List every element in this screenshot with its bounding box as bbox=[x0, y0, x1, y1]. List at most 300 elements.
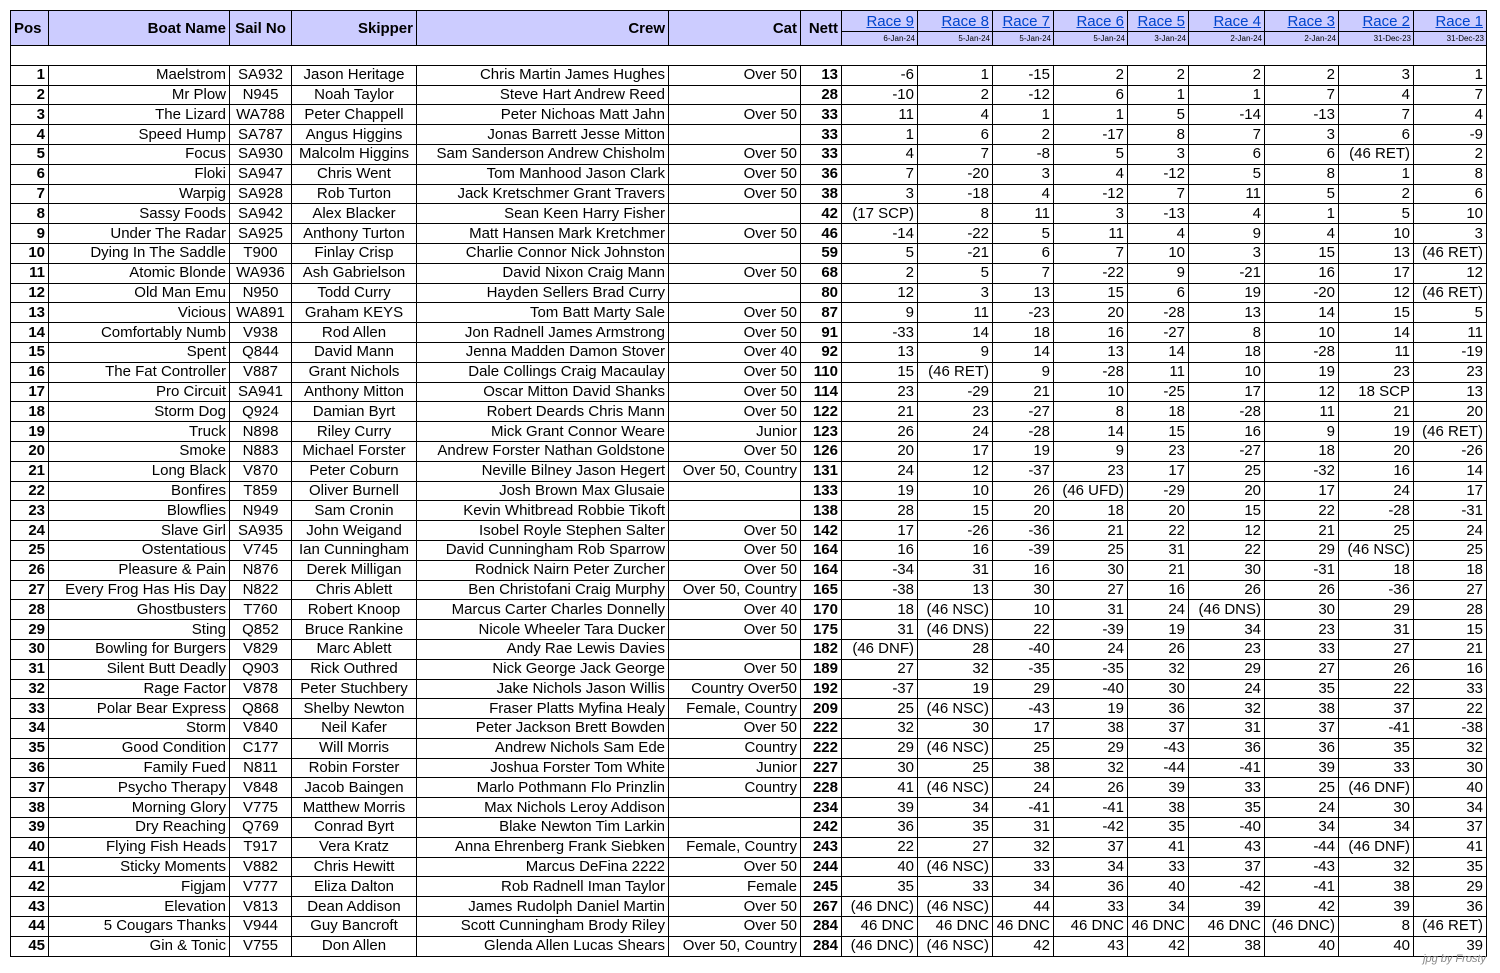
race-score-cell: 27 bbox=[1054, 580, 1128, 600]
pos-cell: 42 bbox=[11, 877, 49, 897]
race-score-cell: 20 bbox=[1414, 402, 1487, 422]
race-score-cell: 28 bbox=[1414, 600, 1487, 620]
nett-score-cell: 209 bbox=[801, 699, 842, 719]
crew-cell: Nick George Jack George bbox=[417, 659, 669, 679]
race-score-cell: 29 bbox=[1054, 738, 1128, 758]
table-row bbox=[11, 560, 1487, 580]
race-score-cell: 37 bbox=[1128, 719, 1189, 739]
race-score-cell: 14 bbox=[1339, 323, 1414, 343]
boat-name-cell: Polar Bear Express bbox=[49, 699, 230, 719]
pos-cell: 19 bbox=[11, 422, 49, 442]
boat-name-cell: Storm Dog bbox=[49, 402, 230, 422]
crew-cell: Chris Martin James Hughes bbox=[417, 65, 669, 85]
race-score-cell: (46 DNS) bbox=[1189, 600, 1265, 620]
boat-name-cell: Truck bbox=[49, 422, 230, 442]
table-row bbox=[11, 778, 1487, 798]
race-score-cell: 31 bbox=[918, 560, 993, 580]
nett-score-cell: 142 bbox=[801, 521, 842, 541]
pos-cell: 7 bbox=[11, 184, 49, 204]
pos-cell: 2 bbox=[11, 85, 49, 105]
category-cell: Over 50 bbox=[669, 560, 801, 580]
race-score-cell: 19 bbox=[1128, 620, 1189, 640]
race-score-cell: 8 bbox=[918, 204, 993, 224]
race-score-cell: 15 bbox=[1054, 283, 1128, 303]
race-score-cell: 40 bbox=[842, 857, 918, 877]
race-score-cell: 15 bbox=[1414, 620, 1487, 640]
race-score-cell: 4 bbox=[993, 184, 1054, 204]
crew-cell: Sam Sanderson Andrew Chisholm bbox=[417, 144, 669, 164]
race-score-cell: 24 bbox=[1265, 798, 1339, 818]
race-score-cell: 16 bbox=[1128, 580, 1189, 600]
category-cell: Over 50 bbox=[669, 540, 801, 560]
race-score-cell: 4 bbox=[1414, 105, 1487, 125]
race-score-cell: 10 bbox=[1339, 224, 1414, 244]
pos-cell: 24 bbox=[11, 521, 49, 541]
race-score-cell: 35 bbox=[1265, 679, 1339, 699]
race-score-cell: -21 bbox=[918, 243, 993, 263]
race-score-cell: 20 bbox=[842, 441, 918, 461]
race-score-cell: -44 bbox=[1128, 758, 1189, 778]
category-cell bbox=[669, 818, 801, 838]
nett-score-cell: 165 bbox=[801, 580, 842, 600]
race-score-cell: 6 bbox=[1189, 144, 1265, 164]
race-header-link[interactable]: Race 6 bbox=[1054, 11, 1128, 32]
race-score-cell: -41 bbox=[1189, 758, 1265, 778]
race-score-cell: -12 bbox=[1054, 184, 1128, 204]
race-header-link[interactable]: Race 7 bbox=[993, 11, 1054, 32]
sail-no-cell: T917 bbox=[230, 837, 292, 857]
race-score-cell: 31 bbox=[993, 818, 1054, 838]
boat-name-cell: Speed Hump bbox=[49, 125, 230, 145]
race-score-cell: 18 bbox=[1339, 560, 1414, 580]
sail-no-cell: V777 bbox=[230, 877, 292, 897]
sail-no-cell: T900 bbox=[230, 243, 292, 263]
category-cell: Over 50, Country bbox=[669, 580, 801, 600]
race-score-cell: 14 bbox=[1265, 303, 1339, 323]
sail-no-cell: N950 bbox=[230, 283, 292, 303]
race-score-cell: 2 bbox=[1265, 65, 1339, 85]
race-score-cell: 13 bbox=[1414, 382, 1487, 402]
race-score-cell: 29 bbox=[1189, 659, 1265, 679]
category-cell: Female, Country bbox=[669, 699, 801, 719]
race-score-cell: 19 bbox=[1265, 362, 1339, 382]
race-score-cell: -31 bbox=[1414, 501, 1487, 521]
sail-no-cell: V887 bbox=[230, 362, 292, 382]
race-score-cell: 19 bbox=[918, 679, 993, 699]
race-score-cell: (46 RET) bbox=[1414, 917, 1487, 937]
race-score-cell: (46 NSC) bbox=[918, 936, 993, 956]
nett-score-cell: 110 bbox=[801, 362, 842, 382]
race-date: 6-Jan-24 bbox=[842, 32, 918, 46]
race-score-cell: 17 bbox=[1414, 481, 1487, 501]
boat-name-cell: Ghostbusters bbox=[49, 600, 230, 620]
skipper-cell: Guy Bancroft bbox=[292, 917, 417, 937]
sail-no-cell: SA941 bbox=[230, 382, 292, 402]
category-cell: Over 50 bbox=[669, 362, 801, 382]
skipper-cell: Riley Curry bbox=[292, 422, 417, 442]
skipper-cell: Michael Forster bbox=[292, 441, 417, 461]
race-score-cell: 16 bbox=[918, 540, 993, 560]
race-score-cell: -42 bbox=[1189, 877, 1265, 897]
race-score-cell: (46 DNS) bbox=[918, 620, 993, 640]
crew-cell: Blake Newton Tim Larkin bbox=[417, 818, 669, 838]
sail-no-cell: V882 bbox=[230, 857, 292, 877]
boat-name-cell: Pro Circuit bbox=[49, 382, 230, 402]
nett-score-cell: 133 bbox=[801, 481, 842, 501]
race-header-link[interactable]: Race 3 bbox=[1265, 11, 1339, 32]
race-score-cell: 3 bbox=[993, 164, 1054, 184]
table-row bbox=[11, 837, 1487, 857]
crew-cell: James Rudolph Daniel Martin bbox=[417, 897, 669, 917]
crew-cell: Dale Collings Craig Macaulay bbox=[417, 362, 669, 382]
nett-score-cell: 92 bbox=[801, 342, 842, 362]
race-score-cell: 15 bbox=[842, 362, 918, 382]
boat-name-cell: 5 Cougars Thanks bbox=[49, 917, 230, 937]
race-score-cell: -20 bbox=[1265, 283, 1339, 303]
race-score-cell: 2 bbox=[1189, 65, 1265, 85]
skipper-cell: Rod Allen bbox=[292, 323, 417, 343]
race-score-cell: 39 bbox=[1339, 897, 1414, 917]
race-score-cell: -42 bbox=[1054, 818, 1128, 838]
race-score-cell: (46 UFD) bbox=[1054, 481, 1128, 501]
boat-name-cell: Rage Factor bbox=[49, 679, 230, 699]
race-score-cell: 7 bbox=[1265, 85, 1339, 105]
table-row bbox=[11, 540, 1487, 560]
table-row bbox=[11, 580, 1487, 600]
race-score-cell: -31 bbox=[1265, 560, 1339, 580]
race-score-cell: -8 bbox=[993, 144, 1054, 164]
sail-no-cell: V938 bbox=[230, 323, 292, 343]
nett-score-cell: 122 bbox=[801, 402, 842, 422]
race-score-cell: 5 bbox=[1054, 144, 1128, 164]
pos-cell: 43 bbox=[11, 897, 49, 917]
race-score-cell: 34 bbox=[1054, 857, 1128, 877]
race-header-link[interactable]: Race 5 bbox=[1128, 11, 1189, 32]
race-score-cell: 29 bbox=[1339, 600, 1414, 620]
crew-cell: Peter Nichoas Matt Jahn bbox=[417, 105, 669, 125]
race-score-cell: 33 bbox=[1265, 639, 1339, 659]
race-score-cell: 12 bbox=[842, 283, 918, 303]
race-score-cell: 20 bbox=[993, 501, 1054, 521]
race-score-cell: 39 bbox=[1128, 778, 1189, 798]
crew-cell: Tom Batt Marty Sale bbox=[417, 303, 669, 323]
boat-name-cell: Silent Butt Deadly bbox=[49, 659, 230, 679]
crew-cell: Jack Kretschmer Grant Travers bbox=[417, 184, 669, 204]
race-score-cell: -35 bbox=[1054, 659, 1128, 679]
boat-name-cell: Sticky Moments bbox=[49, 857, 230, 877]
race-score-cell: 26 bbox=[1128, 639, 1189, 659]
race-score-cell: -41 bbox=[993, 798, 1054, 818]
skipper-cell: Don Allen bbox=[292, 936, 417, 956]
race-score-cell: 3 bbox=[842, 184, 918, 204]
race-score-cell: 12 bbox=[1265, 382, 1339, 402]
table-body bbox=[11, 46, 1487, 957]
skipper-cell: Sam Cronin bbox=[292, 501, 417, 521]
boat-name-cell: Flying Fish Heads bbox=[49, 837, 230, 857]
race-score-cell: 10 bbox=[1414, 204, 1487, 224]
race-score-cell: -38 bbox=[842, 580, 918, 600]
table-row bbox=[11, 164, 1487, 184]
pos-cell: 38 bbox=[11, 798, 49, 818]
race-score-cell: 7 bbox=[1339, 105, 1414, 125]
race-score-cell: 40 bbox=[1414, 778, 1487, 798]
race-score-cell: 23 bbox=[1128, 441, 1189, 461]
pos-cell: 29 bbox=[11, 620, 49, 640]
crew-cell: Nicole Wheeler Tara Ducker bbox=[417, 620, 669, 640]
boat-name-cell: Vicious bbox=[49, 303, 230, 323]
race-score-cell: 27 bbox=[918, 837, 993, 857]
race-score-cell: 16 bbox=[842, 540, 918, 560]
race-score-cell: -41 bbox=[1054, 798, 1128, 818]
pos-cell: 23 bbox=[11, 501, 49, 521]
race-score-cell: 16 bbox=[1054, 323, 1128, 343]
pos-cell: 15 bbox=[11, 342, 49, 362]
race-score-cell: 10 bbox=[1128, 243, 1189, 263]
category-cell: Country bbox=[669, 738, 801, 758]
race-header-link[interactable]: Race 1 bbox=[1414, 11, 1487, 32]
race-score-cell: (46 DNF) bbox=[1339, 837, 1414, 857]
race-score-cell: 4 bbox=[1128, 224, 1189, 244]
sail-no-cell: WA788 bbox=[230, 105, 292, 125]
race-score-cell: 15 bbox=[918, 501, 993, 521]
race-score-cell: 2 bbox=[1414, 144, 1487, 164]
crew-cell: David Cunningham Rob Sparrow bbox=[417, 540, 669, 560]
table-row bbox=[11, 65, 1487, 85]
race-score-cell: 13 bbox=[993, 283, 1054, 303]
race-score-cell: 24 bbox=[842, 461, 918, 481]
table-row bbox=[11, 600, 1487, 620]
crew-cell: Peter Jackson Brett Bowden bbox=[417, 719, 669, 739]
race-score-cell: 35 bbox=[1414, 857, 1487, 877]
crew-cell: Kevin Whitbread Robbie Tikoft bbox=[417, 501, 669, 521]
category-cell: Junior bbox=[669, 758, 801, 778]
skipper-cell: Damian Byrt bbox=[292, 402, 417, 422]
results-table bbox=[10, 10, 1487, 957]
race-score-cell: 14 bbox=[993, 342, 1054, 362]
race-score-cell: (46 RET) bbox=[1414, 283, 1487, 303]
nett-score-cell: 234 bbox=[801, 798, 842, 818]
race-score-cell: 32 bbox=[1128, 659, 1189, 679]
pos-cell: 1 bbox=[11, 65, 49, 85]
race-score-cell: 31 bbox=[842, 620, 918, 640]
sail-no-cell: T760 bbox=[230, 600, 292, 620]
race-score-cell: 3 bbox=[1414, 224, 1487, 244]
race-score-cell: 3 bbox=[1339, 65, 1414, 85]
race-score-cell: 24 bbox=[1339, 481, 1414, 501]
race-header-link[interactable]: Race 8 bbox=[918, 11, 993, 32]
race-score-cell: 2 bbox=[1339, 184, 1414, 204]
nett-score-cell: 243 bbox=[801, 837, 842, 857]
boat-name-cell: Family Fued bbox=[49, 758, 230, 778]
race-score-cell: 10 bbox=[1265, 323, 1339, 343]
table-row bbox=[11, 105, 1487, 125]
race-header-link[interactable]: Race 9 bbox=[842, 11, 918, 32]
table-row bbox=[11, 936, 1487, 956]
race-score-cell: 30 bbox=[1054, 560, 1128, 580]
boat-name-cell: Floki bbox=[49, 164, 230, 184]
table-row bbox=[11, 798, 1487, 818]
race-score-cell: -13 bbox=[1265, 105, 1339, 125]
pos-cell: 30 bbox=[11, 639, 49, 659]
crew-cell: Jake Nichols Jason Willis bbox=[417, 679, 669, 699]
pos-cell: 9 bbox=[11, 224, 49, 244]
race-score-cell: 42 bbox=[993, 936, 1054, 956]
nett-score-cell: 222 bbox=[801, 719, 842, 739]
crew-cell: Glenda Allen Lucas Shears bbox=[417, 936, 669, 956]
nett-score-cell: 228 bbox=[801, 778, 842, 798]
race-score-cell: 11 bbox=[1054, 224, 1128, 244]
sail-no-cell: V813 bbox=[230, 897, 292, 917]
race-score-cell: 15 bbox=[1265, 243, 1339, 263]
race-score-cell: 10 bbox=[993, 600, 1054, 620]
category-cell bbox=[669, 204, 801, 224]
race-score-cell: 14 bbox=[1414, 461, 1487, 481]
race-score-cell: -18 bbox=[918, 184, 993, 204]
skipper-cell: Grant Nichols bbox=[292, 362, 417, 382]
race-score-cell: 6 bbox=[918, 125, 993, 145]
race-date: 5-Jan-24 bbox=[1054, 32, 1128, 46]
race-score-cell: 19 bbox=[993, 441, 1054, 461]
race-score-cell: 9 bbox=[918, 342, 993, 362]
race-score-cell: 19 bbox=[1189, 283, 1265, 303]
race-score-cell: 12 bbox=[1339, 283, 1414, 303]
nett-score-cell: 68 bbox=[801, 263, 842, 283]
category-cell bbox=[669, 85, 801, 105]
race-score-cell: 11 bbox=[1265, 402, 1339, 422]
race-score-cell: 38 bbox=[1128, 798, 1189, 818]
race-score-cell: 33 bbox=[1128, 857, 1189, 877]
race-score-cell: 18 bbox=[842, 600, 918, 620]
race-score-cell: 27 bbox=[1414, 580, 1487, 600]
race-score-cell: 23 bbox=[1189, 639, 1265, 659]
race-score-cell: 11 bbox=[993, 204, 1054, 224]
category-cell: Over 50 bbox=[669, 164, 801, 184]
boat-name-cell: Long Black bbox=[49, 461, 230, 481]
boat-name-cell: Bonfires bbox=[49, 481, 230, 501]
sail-no-cell: V829 bbox=[230, 639, 292, 659]
race-score-cell: 12 bbox=[1189, 521, 1265, 541]
skipper-cell: Vera Kratz bbox=[292, 837, 417, 857]
race-score-cell: 4 bbox=[1265, 224, 1339, 244]
skipper-cell: Oliver Burnell bbox=[292, 481, 417, 501]
race-score-cell: 6 bbox=[1265, 144, 1339, 164]
race-score-cell: 1 bbox=[918, 65, 993, 85]
race-score-cell: 36 bbox=[1414, 897, 1487, 917]
race-score-cell: 3 bbox=[1189, 243, 1265, 263]
crew-cell: Charlie Connor Nick Johnston bbox=[417, 243, 669, 263]
race-score-cell: 26 bbox=[993, 481, 1054, 501]
pos-cell: 11 bbox=[11, 263, 49, 283]
pos-cell: 27 bbox=[11, 580, 49, 600]
race-date: 5-Jan-24 bbox=[918, 32, 993, 46]
skipper-cell: Malcolm Higgins bbox=[292, 144, 417, 164]
race-score-cell: 32 bbox=[918, 659, 993, 679]
race-score-cell: 23 bbox=[1414, 362, 1487, 382]
pos-cell: 12 bbox=[11, 283, 49, 303]
boat-name-cell: Pleasure & Pain bbox=[49, 560, 230, 580]
race-score-cell: 4 bbox=[1189, 204, 1265, 224]
race-score-cell: (46 RET) bbox=[1339, 144, 1414, 164]
race-header-link[interactable]: Race 4 bbox=[1189, 11, 1265, 32]
skipper-cell: Rob Turton bbox=[292, 184, 417, 204]
race-score-cell: 5 bbox=[993, 224, 1054, 244]
nett-score-cell: 182 bbox=[801, 639, 842, 659]
sail-no-cell: SA928 bbox=[230, 184, 292, 204]
race-score-cell: 6 bbox=[1339, 125, 1414, 145]
skipper-cell: Conrad Byrt bbox=[292, 818, 417, 838]
race-score-cell: 35 bbox=[1339, 738, 1414, 758]
pos-cell: 25 bbox=[11, 540, 49, 560]
table-row bbox=[11, 521, 1487, 541]
race-header-link[interactable]: Race 2 bbox=[1339, 11, 1414, 32]
skipper-cell: Jacob Baingen bbox=[292, 778, 417, 798]
race-score-cell: -21 bbox=[1189, 263, 1265, 283]
race-score-cell: 36 bbox=[1265, 738, 1339, 758]
race-score-cell: 30 bbox=[1128, 679, 1189, 699]
race-score-cell: 6 bbox=[993, 243, 1054, 263]
sail-no-cell: WA891 bbox=[230, 303, 292, 323]
race-score-cell: -6 bbox=[842, 65, 918, 85]
race-score-cell: (46 NSC) bbox=[918, 778, 993, 798]
sail-no-cell: T859 bbox=[230, 481, 292, 501]
race-score-cell: 14 bbox=[1054, 422, 1128, 442]
race-score-cell: 16 bbox=[1339, 461, 1414, 481]
skipper-cell: Neil Kafer bbox=[292, 719, 417, 739]
race-score-cell: 21 bbox=[993, 382, 1054, 402]
pos-cell: 39 bbox=[11, 818, 49, 838]
nett-score-cell: 87 bbox=[801, 303, 842, 323]
race-score-cell: 4 bbox=[918, 105, 993, 125]
race-score-cell: 7 bbox=[1054, 243, 1128, 263]
race-score-cell: 46 DNC bbox=[1128, 917, 1189, 937]
table-row bbox=[11, 144, 1487, 164]
table-row bbox=[11, 620, 1487, 640]
race-score-cell: -33 bbox=[842, 323, 918, 343]
race-score-cell: 19 bbox=[1054, 699, 1128, 719]
race-score-cell: 32 bbox=[1054, 758, 1128, 778]
sail-no-cell: V944 bbox=[230, 917, 292, 937]
race-score-cell: -20 bbox=[918, 164, 993, 184]
boat-name-cell: Old Man Emu bbox=[49, 283, 230, 303]
crew-cell: Scott Cunningham Brody Riley bbox=[417, 917, 669, 937]
category-cell: Over 50 bbox=[669, 897, 801, 917]
race-score-cell: 43 bbox=[1054, 936, 1128, 956]
table-row bbox=[11, 85, 1487, 105]
race-score-cell: 18 bbox=[1054, 501, 1128, 521]
race-score-cell: 23 bbox=[1054, 461, 1128, 481]
race-score-cell: 27 bbox=[1265, 659, 1339, 679]
race-score-cell: 9 bbox=[1054, 441, 1128, 461]
race-score-cell: 3 bbox=[1265, 125, 1339, 145]
race-score-cell: 5 bbox=[1265, 184, 1339, 204]
race-score-cell: -34 bbox=[842, 560, 918, 580]
race-date: 31-Dec-23 bbox=[1339, 32, 1414, 46]
category-cell: Over 50 bbox=[669, 382, 801, 402]
race-score-cell: -23 bbox=[993, 303, 1054, 323]
race-score-cell: 27 bbox=[842, 659, 918, 679]
boat-name-cell: Mr Plow bbox=[49, 85, 230, 105]
race-score-cell: 26 bbox=[1265, 580, 1339, 600]
race-score-cell: 30 bbox=[1189, 560, 1265, 580]
boat-name-cell: Blowflies bbox=[49, 501, 230, 521]
header-pos: Pos bbox=[11, 11, 49, 46]
race-score-cell: 5 bbox=[1189, 164, 1265, 184]
pos-cell: 16 bbox=[11, 362, 49, 382]
boat-name-cell: Smoke bbox=[49, 441, 230, 461]
header-nett: Nett bbox=[801, 11, 842, 46]
boat-name-cell: Sassy Foods bbox=[49, 204, 230, 224]
race-score-cell: 24 bbox=[1054, 639, 1128, 659]
